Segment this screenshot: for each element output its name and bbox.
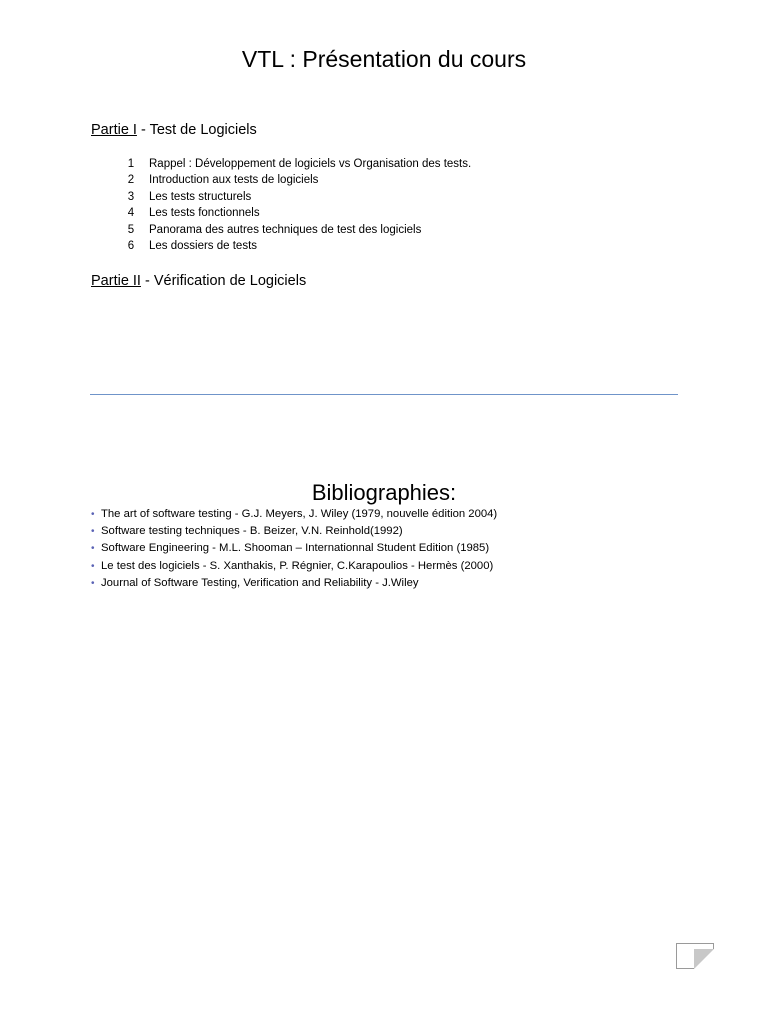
bullet-icon: • (91, 577, 95, 589)
bibliography-entry (91, 523, 497, 540)
chapter-item (113, 189, 471, 205)
page-corner-fold-icon (694, 949, 714, 969)
part-2-title: Vérification de Logiciels (153, 273, 307, 289)
chapter-item (113, 156, 471, 172)
bibliography-entry (91, 575, 497, 592)
horizontal-divider (90, 394, 678, 395)
bibliography-entry-text: Software Engineering - M.L. Shooman – Internationnal Student Edition (1985) (101, 542, 490, 555)
part-1-heading (91, 120, 257, 140)
chapter-number: 3 (127, 190, 135, 203)
chapter-title: Rappel : Développement de logiciels vs Organisation des tests. (149, 158, 472, 170)
chapter-item (113, 172, 471, 188)
part-1-title: Test de Logiciels (149, 122, 257, 138)
bibliography-entry-text: The art of software testing - G.J. Meyers, J. Wiley (1979, nouvelle édition 2004) (101, 508, 498, 520)
chapter-number: 1 (127, 158, 135, 170)
bullet-icon: • (91, 560, 95, 572)
bibliography-entry-text: Software testing techniques - B. Beizer, V.N. Reinhold(1992) (101, 525, 403, 538)
bibliography-entry-text: Le test des logiciels - S. Xanthakis, P. Régnier, C.Karapoulios - Hermès (2000) (101, 559, 494, 572)
bibliography-entry-text: Journal of Software Testing, Verification and Reliability - J.Wiley (101, 576, 419, 589)
page-number: 1 (693, 950, 699, 960)
chapter-title: Les tests structurels (149, 190, 252, 203)
bullet-icon: • (91, 543, 95, 555)
chapter-title: Introduction aux tests de logiciels (149, 174, 319, 187)
bibliography-list (91, 506, 497, 592)
page-title: VTL : Présentation du cours (241, 46, 527, 72)
bibliography-entry (91, 558, 497, 575)
part-2-heading (91, 271, 306, 291)
chapter-title: Les dossiers de tests (149, 240, 258, 253)
part-1-chapter-list (113, 156, 471, 254)
chapter-title: Les tests fonctionnels (149, 207, 260, 220)
part-1-label: Partie I (91, 122, 137, 138)
chapter-number: 4 (127, 207, 135, 220)
page-number-box (676, 943, 714, 969)
bibliography-heading: Bibliographies: (311, 480, 457, 505)
chapter-number: 6 (127, 240, 135, 253)
chapter-item (113, 205, 471, 221)
chapter-title: Panorama des autres techniques de test des logiciels (149, 223, 422, 236)
part-2-label: Partie II (91, 273, 141, 289)
chapter-number: 2 (127, 174, 135, 187)
part-2-separator: - (140, 273, 154, 289)
bullet-icon: • (91, 526, 95, 538)
bullet-icon: • (91, 509, 95, 520)
bibliography-entry (91, 540, 497, 557)
part-1-separator: - (136, 122, 150, 138)
chapter-number: 5 (127, 223, 135, 236)
chapter-item (113, 222, 471, 238)
chapter-item (113, 238, 471, 254)
bibliography-entry (91, 506, 497, 523)
